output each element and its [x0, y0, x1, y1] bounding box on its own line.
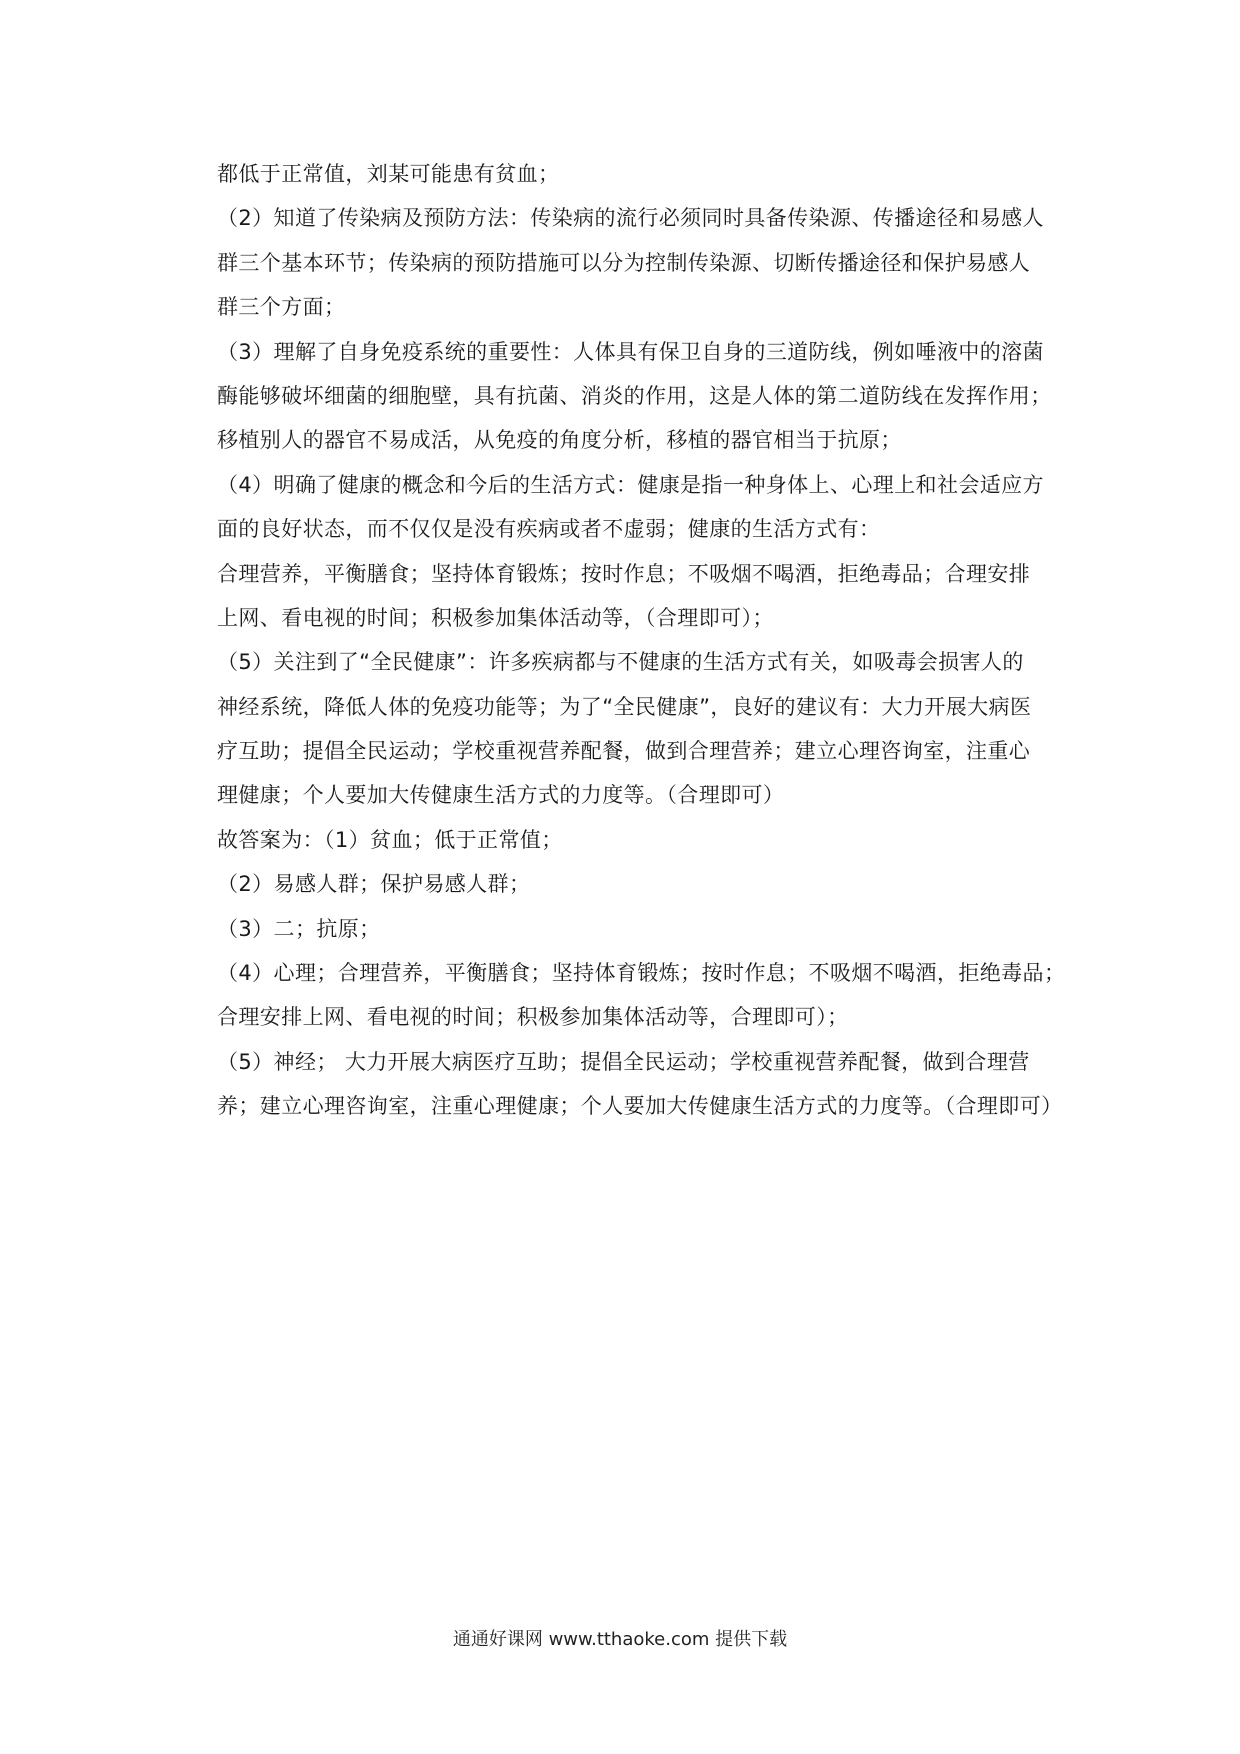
text-line: （5）神经； 大力开展大病医疗互助；提倡全民运动；学校重视营养配餐，做到合理营 — [217, 1049, 1030, 1074]
text-line: 故答案为：（1）贫血；低于正常值； — [217, 827, 563, 852]
text-line: 理健康；个人要加大传健康生活方式的力度等。（合理即可） — [217, 783, 785, 808]
text-line: （3）二；抗原； — [217, 916, 381, 941]
text-line: 酶能够破坏细菌的细胞壁，具有抗菌、消炎的作用，这是人体的第二道防线在发挥作用； — [217, 383, 1052, 408]
text-line: 养；建立心理咨询室，注重心理健康；个人要加大传健康生活方式的力度等。（合理即可） — [217, 1094, 1063, 1119]
text-line: （4）心理；合理营养，平衡膳食；坚持体育锻炼；按时作息；不吸烟不喝酒，拒绝毒品； — [217, 961, 1066, 986]
text-line: 移植别人的器官不易成活，从免疫的角度分析，移植的器官相当于抗原； — [217, 428, 902, 453]
text-line: 面的良好状态，而不仅仅是没有疾病或者不虚弱；健康的生活方式有： — [217, 517, 881, 542]
text-line: 上网、看电视的时间；积极参加集体活动等，（合理即可）； — [217, 605, 774, 630]
text-line: 群三个基本环节；传染病的预防措施可以分为控制传染源、切断传播途径和保护易感人 — [217, 250, 1031, 275]
text-line: （3）理解了自身免疫系统的重要性：人体具有保卫自身的三道防线，例如唾液中的溶菌 — [217, 339, 1044, 364]
text-line: 都低于正常值，刘某可能患有贫血； — [217, 162, 560, 186]
text-line: （4）明确了健康的概念和今后的生活方式：健康是指一种身体上、心理上和社会适应方 — [217, 472, 1044, 497]
text-line: 合理安排上网、看电视的时间；积极参加集体活动等，合理即可）； — [217, 1005, 849, 1030]
text-line: 疗互助；提倡全民运动；学校重视营养配餐，做到合理营养；建立心理咨询室，注重心 — [217, 739, 1031, 764]
text-line: （2）知道了传染病及预防方法：传染病的流行必须同时具备传染源、传播途径和易感人 — [217, 206, 1044, 231]
text-line: （5）关注到了“全民健康”：许多疾病都与不健康的生活方式有关，如吸毒会损害人的 — [217, 650, 1024, 675]
document-body — [217, 152, 1066, 1129]
text-line: 神经系统，降低人体的免疫功能等；为了“全民健康”，良好的建议有：大力开展大病医 — [217, 694, 1032, 719]
text-line: 合理营养，平衡膳食；坚持体育锻炼；按时作息；不吸烟不喝酒，拒绝毒品；合理安排 — [217, 561, 1031, 586]
text-line: 群三个方面； — [217, 295, 346, 320]
page-footer: 通通好课网 www.tthaoke.com 提供下载 — [452, 1629, 788, 1650]
text-line: （2）易感人群；保护易感人群； — [217, 872, 531, 897]
